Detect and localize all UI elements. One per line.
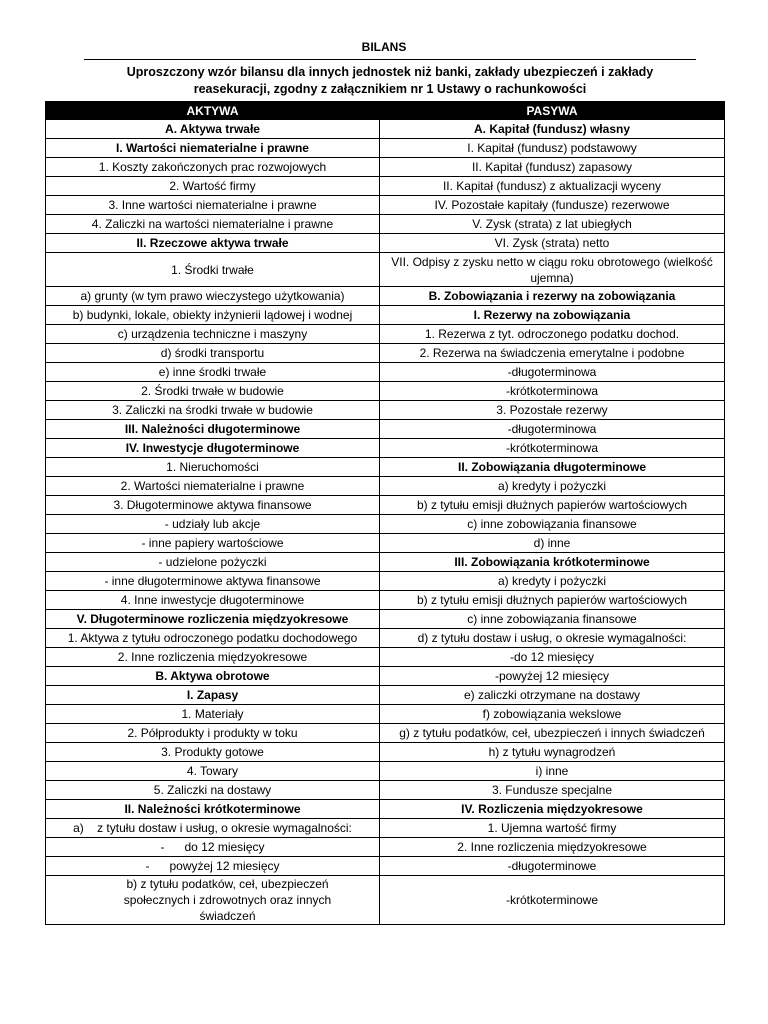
table-row xyxy=(46,306,725,325)
pasywa-cell: d) z tytułu dostaw i usług, o okresie wymagalności: xyxy=(380,629,725,648)
aktywa-cell: - udziały lub akcje xyxy=(46,515,380,534)
aktywa-cell: 2. Półprodukty i produkty w toku xyxy=(46,724,380,743)
table-row xyxy=(46,515,725,534)
table-row xyxy=(46,800,725,819)
table-row xyxy=(46,762,725,781)
aktywa-cell: b) budynki, lokale, obiekty inżynierii lądowej i wodnej xyxy=(46,306,380,325)
aktywa-cell: 3. Długoterminowe aktywa finansowe xyxy=(46,496,380,515)
aktywa-cell: 1. Nieruchomości xyxy=(46,458,380,477)
header-aktywa: AKTYWA xyxy=(46,102,380,120)
pasywa-cell: e) zaliczki otrzymane na dostawy xyxy=(380,686,725,705)
table-row xyxy=(46,534,725,553)
table-row xyxy=(46,857,725,876)
table-row xyxy=(46,496,725,515)
header-pasywa: PASYWA xyxy=(380,102,725,120)
aktywa-cell: d) środki transportu xyxy=(46,344,380,363)
table-row xyxy=(46,838,725,857)
pasywa-cell: -krótkoterminowe xyxy=(380,876,725,925)
aktywa-cell: - inne papiery wartościowe xyxy=(46,534,380,553)
table-row xyxy=(46,648,725,667)
pasywa-cell: A. Kapitał (fundusz) własny xyxy=(380,120,725,139)
aktywa-cell: 1. Aktywa z tytułu odroczonego podatku dochodowego xyxy=(46,629,380,648)
table-row xyxy=(46,363,725,382)
pasywa-cell: f) zobowiązania wekslowe xyxy=(380,705,725,724)
aktywa-cell: 1. Koszty zakończonych prac rozwojowych xyxy=(46,158,380,177)
aktywa-cell: - udzielone pożyczki xyxy=(46,553,380,572)
aktywa-cell: I. Zapasy xyxy=(46,686,380,705)
pasywa-cell: -krótkoterminowa xyxy=(380,439,725,458)
pasywa-cell: II. Kapitał (fundusz) zapasowy xyxy=(380,158,725,177)
table-header-row xyxy=(46,102,725,120)
aktywa-cell: c) urządzenia techniczne i maszyny xyxy=(46,325,380,344)
table-row xyxy=(46,287,725,306)
pasywa-cell: 1. Ujemna wartość firmy xyxy=(380,819,725,838)
table-row xyxy=(46,139,725,158)
pasywa-cell: g) z tytułu podatków, ceł, ubezpieczeń i innych świadczeń xyxy=(380,724,725,743)
pasywa-cell: 2. Inne rozliczenia międzyokresowe xyxy=(380,838,725,857)
table-row xyxy=(46,876,725,925)
aktywa-cell: a) z tytułu dostaw i usług, o okresie wymagalności: xyxy=(46,819,380,838)
table-row xyxy=(46,667,725,686)
aktywa-cell: 5. Zaliczki na dostawy xyxy=(46,781,380,800)
table-row xyxy=(46,215,725,234)
table-row xyxy=(46,458,725,477)
table-row xyxy=(46,819,725,838)
pasywa-cell: h) z tytułu wynagrodzeń xyxy=(380,743,725,762)
aktywa-cell: - inne długoterminowe aktywa finansowe xyxy=(46,572,380,591)
pasywa-cell: 3. Fundusze specjalne xyxy=(380,781,725,800)
aktywa-cell: - do 12 miesięcy xyxy=(46,838,380,857)
pasywa-cell: II. Zobowiązania długoterminowe xyxy=(380,458,725,477)
aktywa-cell: - powyżej 12 miesięcy xyxy=(46,857,380,876)
aktywa-cell: 4. Inne inwestycje długoterminowe xyxy=(46,591,380,610)
aktywa-cell: e) inne środki trwałe xyxy=(46,363,380,382)
aktywa-cell: 3. Inne wartości niematerialne i prawne xyxy=(46,196,380,215)
aktywa-cell: 4. Towary xyxy=(46,762,380,781)
table-row xyxy=(46,686,725,705)
pasywa-cell: II. Kapitał (fundusz) z aktualizacji wyceny xyxy=(380,177,725,196)
balance-sheet-table xyxy=(45,101,725,925)
table-row xyxy=(46,629,725,648)
table-row xyxy=(46,158,725,177)
table-row xyxy=(46,781,725,800)
pasywa-cell: -długoterminowa xyxy=(380,420,725,439)
table-row xyxy=(46,325,725,344)
aktywa-cell: B. Aktywa obrotowe xyxy=(46,667,380,686)
pasywa-cell: -krótkoterminowa xyxy=(380,382,725,401)
pasywa-cell: -długoterminowa xyxy=(380,363,725,382)
aktywa-cell: 1. Materiały xyxy=(46,705,380,724)
table-row xyxy=(46,177,725,196)
pasywa-cell: 1. Rezerwa z tyt. odroczonego podatku dochod. xyxy=(380,325,725,344)
table-row xyxy=(46,477,725,496)
table-row xyxy=(46,743,725,762)
pasywa-cell: VII. Odpisy z zysku netto w ciągu roku obrotowego (wielkość ujemna) xyxy=(380,253,725,287)
aktywa-cell: III. Należności długoterminowe xyxy=(46,420,380,439)
pasywa-cell: I. Kapitał (fundusz) podstawowy xyxy=(380,139,725,158)
aktywa-cell: II. Należności krótkoterminowe xyxy=(46,800,380,819)
pasywa-cell: VI. Zysk (strata) netto xyxy=(380,234,725,253)
pasywa-cell: i) inne xyxy=(380,762,725,781)
pasywa-cell: c) inne zobowiązania finansowe xyxy=(380,515,725,534)
table-row xyxy=(46,234,725,253)
pasywa-cell: III. Zobowiązania krótkoterminowe xyxy=(380,553,725,572)
aktywa-cell: a) grunty (w tym prawo wieczystego użytkowania) xyxy=(46,287,380,306)
pasywa-cell: V. Zysk (strata) z lat ubiegłych xyxy=(380,215,725,234)
aktywa-cell: b) z tytułu podatków, ceł, ubezpieczeń społecznych i zdrowotnych oraz innych świadczeń xyxy=(46,876,380,925)
table-row xyxy=(46,553,725,572)
aktywa-cell: IV. Inwestycje długoterminowe xyxy=(46,439,380,458)
aktywa-cell: 2. Wartości niematerialne i prawne xyxy=(46,477,380,496)
subtitle-line-1: Uproszczony wzór bilansu dla innych jednostek niż banki, zakłady ubezpieczeń i zakłady xyxy=(126,65,654,79)
table-row xyxy=(46,610,725,629)
pasywa-cell: -powyżej 12 miesięcy xyxy=(380,667,725,686)
pasywa-cell: c) inne zobowiązania finansowe xyxy=(380,610,725,629)
aktywa-cell: V. Długoterminowe rozliczenia międzyokresowe xyxy=(46,610,380,629)
aktywa-cell: 3. Zaliczki na środki trwałe w budowie xyxy=(46,401,380,420)
aktywa-cell: 1. Środki trwałe xyxy=(46,253,380,287)
pasywa-cell: IV. Pozostałe kapitały (fundusze) rezerwowe xyxy=(380,196,725,215)
table-row xyxy=(46,724,725,743)
table-row xyxy=(46,401,725,420)
table-row xyxy=(46,196,725,215)
pasywa-cell: I. Rezerwy na zobowiązania xyxy=(380,306,725,325)
document-subtitle xyxy=(84,64,696,98)
table-row xyxy=(46,420,725,439)
pasywa-cell: 2. Rezerwa na świadczenia emerytalne i podobne xyxy=(380,344,725,363)
table-row xyxy=(46,572,725,591)
aktywa-cell: 2. Środki trwałe w budowie xyxy=(46,382,380,401)
pasywa-cell: B. Zobowiązania i rezerwy na zobowiązania xyxy=(380,287,725,306)
aktywa-cell: A. Aktywa trwałe xyxy=(46,120,380,139)
aktywa-cell: I. Wartości niematerialne i prawne xyxy=(46,139,380,158)
pasywa-cell: -do 12 miesięcy xyxy=(380,648,725,667)
aktywa-cell: 3. Produkty gotowe xyxy=(46,743,380,762)
table-row xyxy=(46,253,725,287)
table-row xyxy=(46,705,725,724)
subtitle-line-2: reasekuracji, zgodny z załącznikiem nr 1 Ustawy o rachunkowości xyxy=(193,82,587,96)
pasywa-cell: 3. Pozostałe rezerwy xyxy=(380,401,725,420)
pasywa-cell: b) z tytułu emisji dłużnych papierów wartościowych xyxy=(380,496,725,515)
aktywa-cell: II. Rzeczowe aktywa trwałe xyxy=(46,234,380,253)
pasywa-cell: a) kredyty i pożyczki xyxy=(380,572,725,591)
aktywa-cell: 2. Wartość firmy xyxy=(46,177,380,196)
aktywa-cell: 4. Zaliczki na wartości niematerialne i prawne xyxy=(46,215,380,234)
pasywa-cell: a) kredyty i pożyczki xyxy=(380,477,725,496)
pasywa-cell: d) inne xyxy=(380,534,725,553)
table-row xyxy=(46,382,725,401)
table-row xyxy=(46,344,725,363)
pasywa-cell: -długoterminowe xyxy=(380,857,725,876)
title-divider xyxy=(84,59,696,60)
table-row xyxy=(46,591,725,610)
table-row xyxy=(46,439,725,458)
pasywa-cell: IV. Rozliczenia międzyokresowe xyxy=(380,800,725,819)
pasywa-cell: b) z tytułu emisji dłużnych papierów wartościowych xyxy=(380,591,725,610)
document-title: BILANS xyxy=(361,40,407,54)
aktywa-cell: 2. Inne rozliczenia międzyokresowe xyxy=(46,648,380,667)
table-row xyxy=(46,120,725,139)
